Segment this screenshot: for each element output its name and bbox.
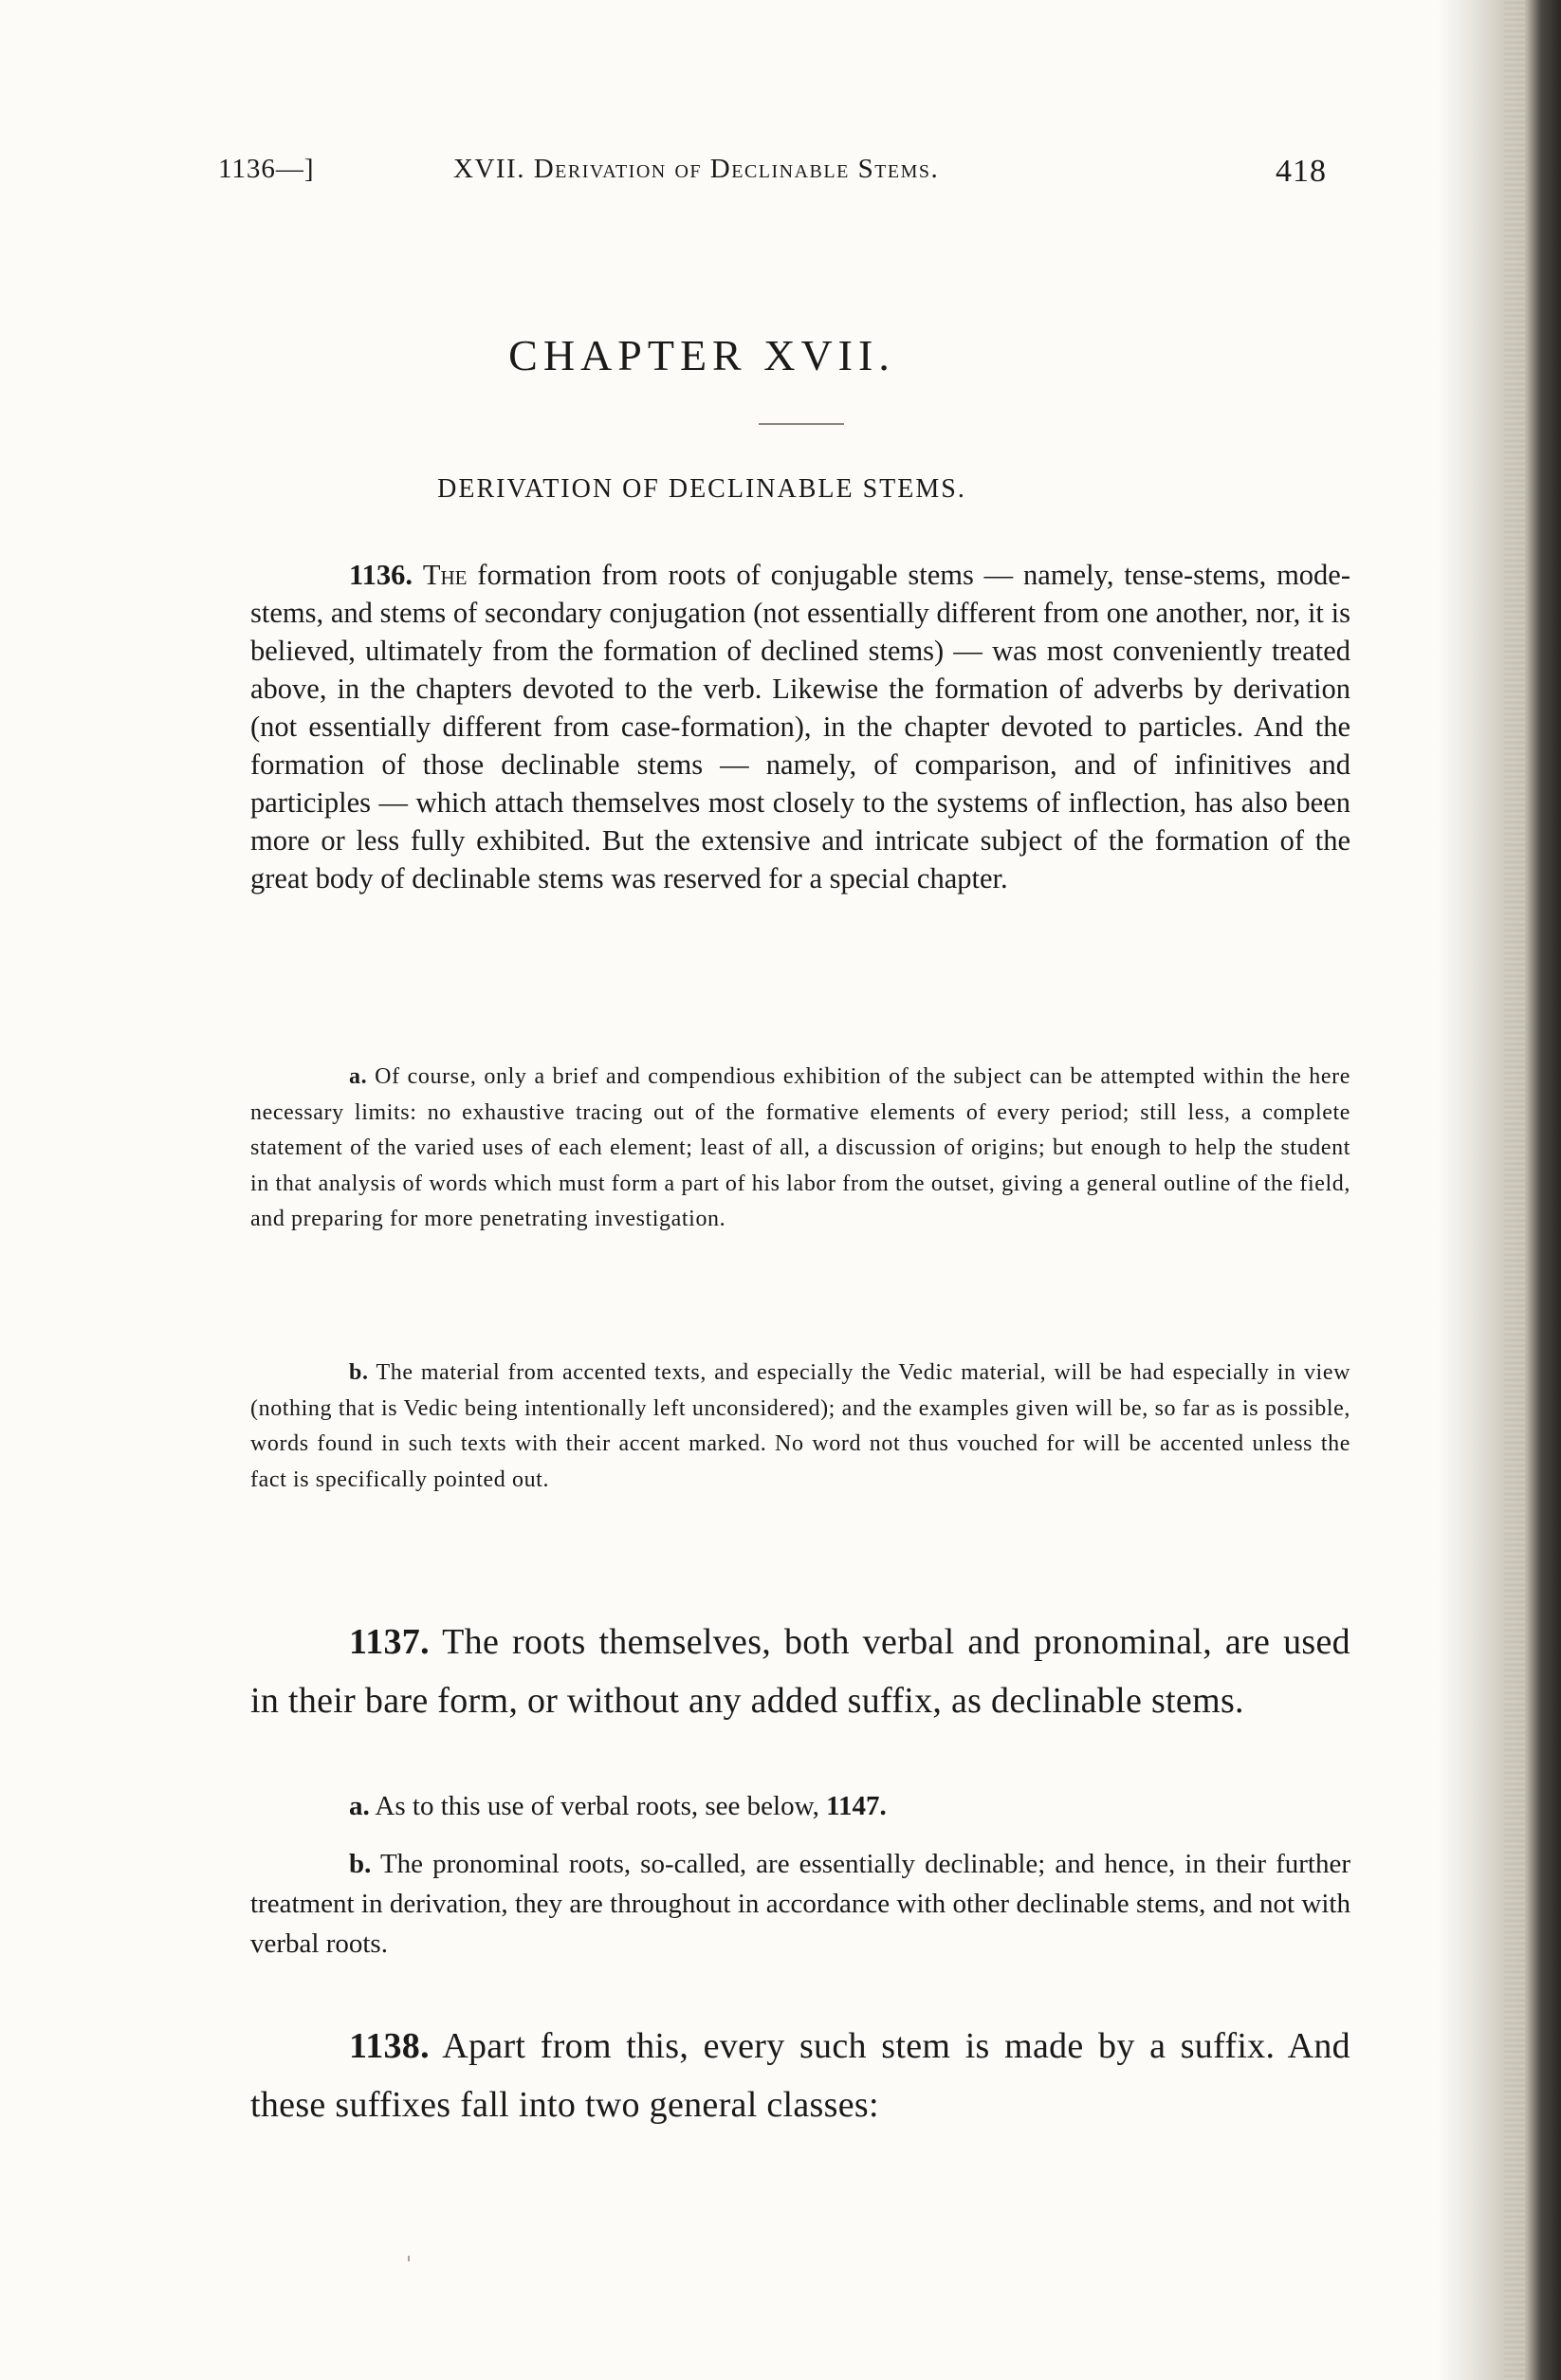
subparagraph-label: b. bbox=[349, 1849, 372, 1879]
paragraph-1136 bbox=[250, 556, 1350, 897]
running-head bbox=[218, 154, 1356, 192]
subparagraph-text: The material from accented texts, and especially the Vedic material, will be had especially in view (nothing that is Vedic being intentionally left unconsidered); and the examples given will be, so far as is possible, words found in such texts with their accent marked. No word not thus vouched for will be accented unless the fact is specifically pointed out. bbox=[250, 1360, 1351, 1492]
title-rule bbox=[759, 423, 844, 425]
paragraph-1136a bbox=[250, 1060, 1350, 1238]
running-title: XVII. Derivation of Declinable Stems. bbox=[453, 154, 940, 184]
paragraph-1137b bbox=[250, 1844, 1350, 1964]
subparagraph-text: The pronominal roots, so-called, are essentially declinable; and hence, in their further treatment in derivation, they are throughout in accordance with other declinable stems, and not with verbal roots. bbox=[250, 1849, 1350, 1959]
paper-speck bbox=[408, 2256, 410, 2261]
paragraph-number: 1137. bbox=[349, 1622, 430, 1662]
cross-reference: 1147. bbox=[826, 1791, 887, 1821]
subparagraph-label: a. bbox=[349, 1791, 370, 1821]
paragraph-number: 1138. bbox=[349, 2026, 430, 2066]
paragraph-1138 bbox=[250, 2017, 1350, 2134]
paragraph-text: The roots themselves, both verbal and pronominal, are used in their bare form, or without any added suffix, as declinable stems. bbox=[250, 1622, 1350, 1721]
page-number: 418 bbox=[1276, 154, 1327, 189]
paragraph-1137 bbox=[250, 1613, 1350, 1730]
subparagraph-label: b. bbox=[349, 1360, 369, 1385]
page-edge-texture bbox=[1504, 0, 1525, 2380]
lead-word: The bbox=[422, 559, 468, 591]
subparagraph-text: Of course, only a brief and compendious exhibition of the subject can be attempted within the here necessary limits: no exhaustive tracing out of the formative elements of every period; still less, a complete statement of the varied uses of each element; least of all, a discussion of origins; but enough to help the student in that analysis of words which must form a part of his labor from the outset, giving a general outline of the field, and preparing for more penetrating investigation. bbox=[250, 1064, 1350, 1231]
paragraph-1137a bbox=[250, 1786, 1350, 1826]
chapter-title: CHAPTER XVII. bbox=[508, 331, 895, 379]
page-edge-shadow bbox=[1438, 0, 1561, 2380]
subparagraph-label: a. bbox=[349, 1064, 368, 1089]
paragraph-number: 1136. bbox=[349, 559, 413, 591]
subparagraph-text: As to this use of verbal roots, see below, bbox=[375, 1791, 819, 1821]
paragraph-text: formation from roots of conjugable stems — namely, tense-stems, mode-stems, and stems of secondary conjugation (not essentially different from one another, nor, it is believed, ultimately from the formation of declined stems) — was most conveniently treated above, in the chapters devoted to the verb. Likewise the formation of adverbs by derivation (not essentially different from case-formation), in the chapter devoted to particles. And the formation of those declinable stems — namely, of comparison, and of infinitives and participles — which attach themselves most closely to the systems of inflection, has also been more or less fully exhibited. But the extensive and intricate subject of the formation of the great body of declinable stems was reserved for a special chapter. bbox=[250, 559, 1351, 895]
section-range: 1136—] bbox=[218, 154, 315, 184]
paragraph-1136b bbox=[250, 1356, 1350, 1498]
paragraph-text: Apart from this, every such stem is made by a suffix. And these suffixes fall into two general classes: bbox=[250, 2026, 1350, 2125]
chapter-subtitle: DERIVATION OF DECLINABLE STEMS. bbox=[437, 474, 966, 504]
